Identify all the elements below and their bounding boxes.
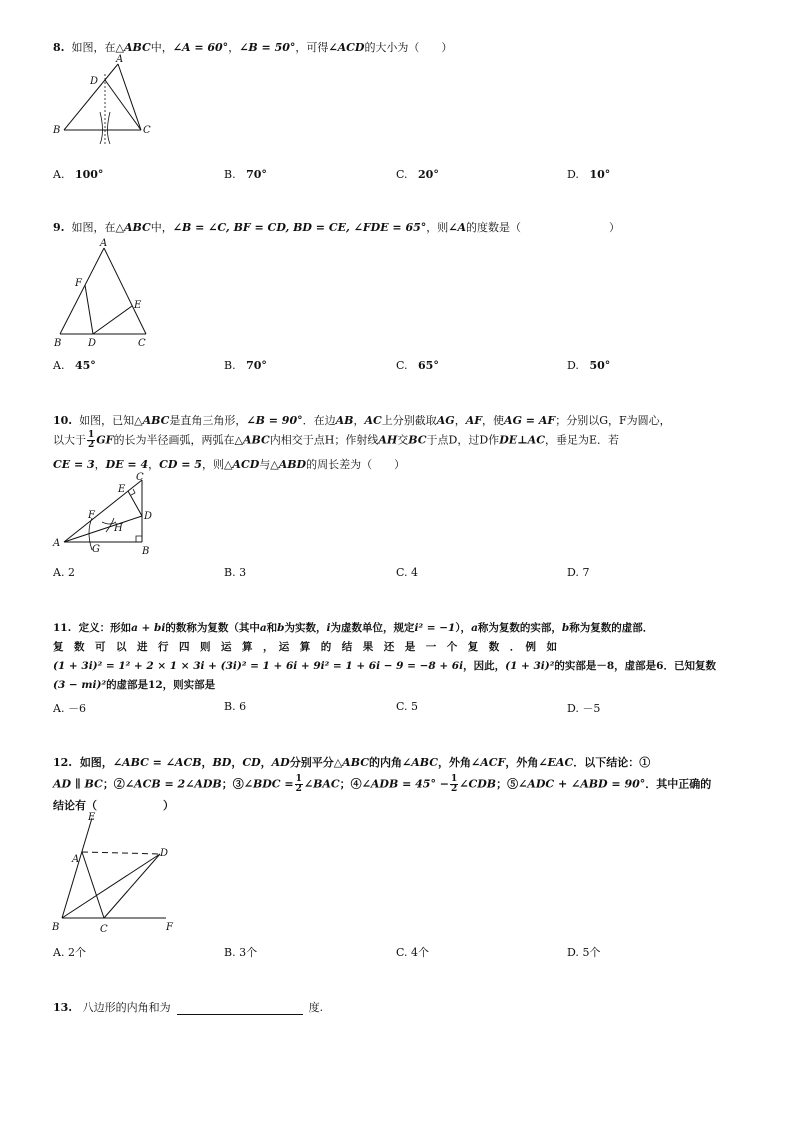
option-letter: A. [53,359,65,372]
q8-text: 的大小为（ ） [364,41,453,54]
q13-answer-blank[interactable] [177,1003,303,1015]
q10-text: 以大于 [53,433,86,447]
q10-text: ， [454,414,466,427]
q10-figure [48,470,160,554]
q12-math: ∠CDB [459,777,497,791]
q8-text: ，可得 [295,41,329,54]
q10-math: GF [96,433,114,447]
q10-fraction [87,431,95,450]
q12-label-e: E [88,812,96,823]
q8-label-d: D [90,76,99,87]
q8-target: ∠ACD [328,41,365,54]
q10-math: DE⊥AC [499,433,545,447]
q8-number: 8. [53,41,65,54]
q11-line-1 [53,620,653,635]
q11-math: b [561,622,570,634]
option-letter: A. [53,168,65,181]
q10-line-2 [53,431,619,450]
q10-line-1 [53,412,671,428]
q12-label-a: A [72,854,80,865]
q8-text: ， [228,41,240,54]
q10-math: BC [408,433,427,447]
option-value: 20° [418,168,439,181]
q8-label-a: A [116,54,124,65]
q12-text: 的内角 [368,756,402,769]
q11-number: 11. [53,622,72,634]
q9-option-a[interactable] [53,359,96,372]
q8-option-b[interactable] [224,168,267,181]
q11-math: i² = −1 [414,622,456,634]
q9-condition: ∠B = ∠C, BF = CD, BD = CE, ∠FDE = 65° [172,221,427,234]
q9-label-e: E [134,300,142,311]
q10-text: ， [148,458,160,471]
q10-text: 如图，已知 [79,414,135,427]
q11-text: 为虚数单位，规定 [330,622,415,634]
q11-text: 称为复数的虚部． [569,622,654,634]
fraction-numerator: 1 [88,430,95,440]
fraction-numerator: 1 [451,774,458,784]
q12-math: ∠ADB = 45° − [361,777,449,791]
q9-target: ∠A [448,221,467,234]
fraction-numerator: 1 [295,774,302,784]
q12-fraction [295,775,303,794]
q12-math: ∠ABC = ∠ACB [112,756,202,769]
q9-label-f: F [75,278,82,289]
option-letter: D. [567,566,579,579]
q9-option-c[interactable] [396,359,439,372]
q12-math: ∠ABC [401,756,438,769]
q12-label-d: D [160,848,169,859]
q12-option-c[interactable] [396,944,429,960]
q12-figure [48,806,184,936]
q11-line-2 [53,639,557,654]
q12-math: AD [271,756,290,769]
option-value: 4 [411,566,419,579]
q11-math: (1 + 3i)² = 1² + 2 × 1 × 3i + (3i)² = 1 + 6i + 9i² = 1 + 6i − 9 = −8 + 6i [53,660,464,672]
q10-text: 于点D，过D作 [426,433,500,447]
q11-math: (3 − mi)² [53,679,107,691]
q12-math: ∠ADC + ∠ABD = 90° [518,777,646,791]
q9-label-d: D [88,338,97,348]
q8-condition: ∠B = 50° [239,41,296,54]
q12-math: ∠BAC [303,777,340,791]
q12-number: 12. [53,756,73,769]
q10-option-d[interactable] [567,566,589,579]
q12-fraction [450,775,458,794]
option-letter: A. [53,566,65,579]
q10-text: 上分别截取 [381,414,437,427]
fraction-denominator: 2 [88,440,95,450]
q10-text: 是直角三角形， [169,414,247,427]
option-letter: B. [224,566,236,579]
q11-text: 和 [266,622,278,634]
q11-line-3 [53,658,716,673]
option-letter: D. [567,359,579,372]
q10-math: AG = AF [504,414,556,427]
q12-text: ．以下结论：① [573,756,651,769]
q10-math: △ABD [270,458,307,471]
q13-stem [53,999,323,1015]
q8-condition: ∠A = 60° [172,41,229,54]
q8-label-c: C [143,125,151,136]
q10-math: AB [335,414,354,427]
q10-text: ， [94,458,106,471]
option-letter: C. [396,168,408,181]
q9-text: 中， [150,221,173,234]
option-value: 3个 [239,946,258,959]
option-value: 70° [246,359,267,372]
q12-text: ，外角 [505,756,539,769]
option-letter: A. [53,702,65,715]
q9-text: 如图，在 [71,221,116,234]
option-letter: D. [567,946,579,959]
q12-text: 如图， [79,756,113,769]
q10-label-b: B [142,546,150,554]
q12-math: ∠BDC = [243,777,294,791]
q10-math: AG [436,414,455,427]
q10-text: ， [353,414,365,427]
q10-math: ∠B = 90° [246,414,303,427]
option-value: 6 [239,700,247,713]
q11-option-c[interactable] [396,700,418,713]
q12-math: △ABC [333,756,369,769]
q8-figure [48,52,160,148]
q12-text: ，外角 [438,756,471,769]
q11-text: 的数称为复数（其中 [165,622,260,634]
option-value: 50° [589,359,611,372]
option-value: 65° [418,359,439,372]
q12-math: CD [242,756,261,769]
q11-math: i [326,622,331,634]
q9-text: 的度数是（ ） [466,221,621,234]
fraction-denominator: 2 [295,784,302,794]
q9-triangle: △ABC [115,221,151,234]
q10-math: AH [378,433,398,447]
q12-label-f: F [166,922,173,933]
q8-triangle: △ABC [115,41,151,54]
q10-label-g: G [92,544,100,554]
option-letter: C. [396,359,408,372]
q11-math: (1 + 3i)² [505,660,555,672]
q10-math: △ABC [234,433,270,447]
q10-option-c[interactable] [396,566,418,579]
q11-option-d[interactable] [567,700,600,716]
q12-text: ；③ [221,777,244,791]
q9-figure [48,236,160,348]
q12-line-1 [53,754,650,770]
q10-text: ．在边 [302,414,336,427]
q12-math: AD ∥ BC [53,777,103,791]
q11-math: b [277,622,285,634]
q8-option-c[interactable] [396,168,439,181]
option-value: 45° [74,359,96,372]
q10-number: 10. [53,414,73,427]
q10-label-e: E [118,484,126,495]
q10-option-b[interactable] [224,566,246,579]
q11-text: 为实数， [284,622,327,634]
option-value: 100° [74,168,104,181]
q10-text: 的周长差为（ ） [306,458,406,471]
option-value: 5 [411,700,419,713]
option-letter: C. [396,946,408,959]
q10-math: AC [364,414,382,427]
option-letter: C. [396,700,408,713]
q13-text: 度. [308,1001,324,1014]
q11-text: 称为复数的实部， [477,622,562,634]
q12-text: ， [201,756,213,769]
option-letter: B. [224,700,236,713]
option-letter: D. [567,702,579,715]
q12-math: ∠ACF [471,756,506,769]
q10-math: CE = 3 [53,458,95,471]
q10-text: 交 [397,433,409,447]
option-value: 7 [582,566,590,579]
q9-stem [53,220,620,235]
q10-text: 内相交于点H；作射线 [269,433,379,447]
q9-label-b: B [54,338,62,348]
q10-label-f: F [88,510,95,521]
q10-math: AF [465,414,483,427]
q12-label-b: B [52,922,60,933]
q8-option-a[interactable] [53,168,103,181]
q12-math: BD [212,756,232,769]
q10-math: DE = 4 [105,458,149,471]
q11-math: a [259,622,267,634]
q9-option-b[interactable] [224,359,267,372]
q12-text: ．其中正确的 [645,777,712,791]
q11-text: 复 数 可 以 进 行 四 则 运 算 ， 运 算 的 结 果 还 是 一 个 复 数 ． 例 如 [53,641,557,653]
q8-label-b: B [53,125,61,136]
q9-label-a: A [100,238,108,249]
q9-label-c: C [138,338,146,348]
q13-text: 八边形的内角和为 [82,1001,171,1014]
q12-text: ， [260,756,272,769]
q12-option-a[interactable] [53,944,86,960]
q8-text: 中， [150,41,173,54]
option-value: 2 [67,566,75,579]
q9-text: ，则 [426,221,449,234]
q10-text: ；分别以G，F为圆心， [555,414,671,427]
q10-option-a[interactable] [53,566,75,579]
option-value: 4个 [411,946,430,959]
q12-math: ∠EAC [538,756,574,769]
q10-text: ，则 [201,458,224,471]
q12-text: 分别平分 [289,756,334,769]
fraction-denominator: 2 [451,784,458,794]
q12-label-c: C [100,924,108,935]
q11-math: a + bi [131,622,166,634]
q10-math: △ACD [223,458,260,471]
option-letter: D. [567,168,579,181]
q12-text: ， [231,756,243,769]
q10-text: ，垂足为E．若 [544,433,619,447]
q10-label-c: C [136,472,144,483]
q12-math: ∠ACB = 2∠ADB [124,777,222,791]
q11-line-4 [53,677,215,692]
q11-text: 定义：形如 [78,622,132,634]
q11-math: a [471,622,478,634]
option-value: 10° [589,168,611,181]
q12-line-2 [53,775,711,794]
option-value: 2个 [67,946,86,959]
q10-math: △ABC [134,414,170,427]
q10-text: 的长为半径画弧，两弧在 [113,433,235,447]
q11-option-b[interactable] [224,700,246,713]
q12-text: ；④ [339,777,362,791]
q11-text: ，因此， [463,660,506,672]
q10-text: ，使 [482,414,505,427]
q9-number: 9. [53,221,65,234]
q11-text: 的虚部是12，则实部是 [106,679,216,691]
q10-label-h: H [114,523,123,534]
q13-number: 13. [53,1001,73,1014]
q11-text: ）， [455,622,472,634]
q10-label-a: A [53,538,61,549]
q12-option-d[interactable] [567,944,600,960]
q10-math: CD = 5 [159,458,202,471]
option-value: －5 [582,702,601,715]
q12-text: ；⑤ [496,777,519,791]
q10-label-d: D [144,511,153,522]
q11-option-a[interactable] [53,700,86,716]
q8-option-d[interactable] [567,168,610,181]
q10-text: 与 [259,458,271,471]
q8-text: 如图，在 [71,41,116,54]
option-value: －6 [67,702,86,715]
option-value: 70° [246,168,267,181]
option-letter: B. [224,168,236,181]
option-letter: B. [224,946,236,959]
q11-text: 的实部是－8，虚部是6．已知复数 [554,660,716,672]
q12-text: 结论有（ ） [53,799,174,812]
option-value: 5个 [582,946,601,959]
option-value: 3 [239,566,247,579]
option-letter: B. [224,359,236,372]
option-letter: C. [396,566,408,579]
option-letter: A. [53,946,65,959]
q12-text: ；② [102,777,125,791]
q9-option-d[interactable] [567,359,610,372]
q12-option-b[interactable] [224,944,257,960]
